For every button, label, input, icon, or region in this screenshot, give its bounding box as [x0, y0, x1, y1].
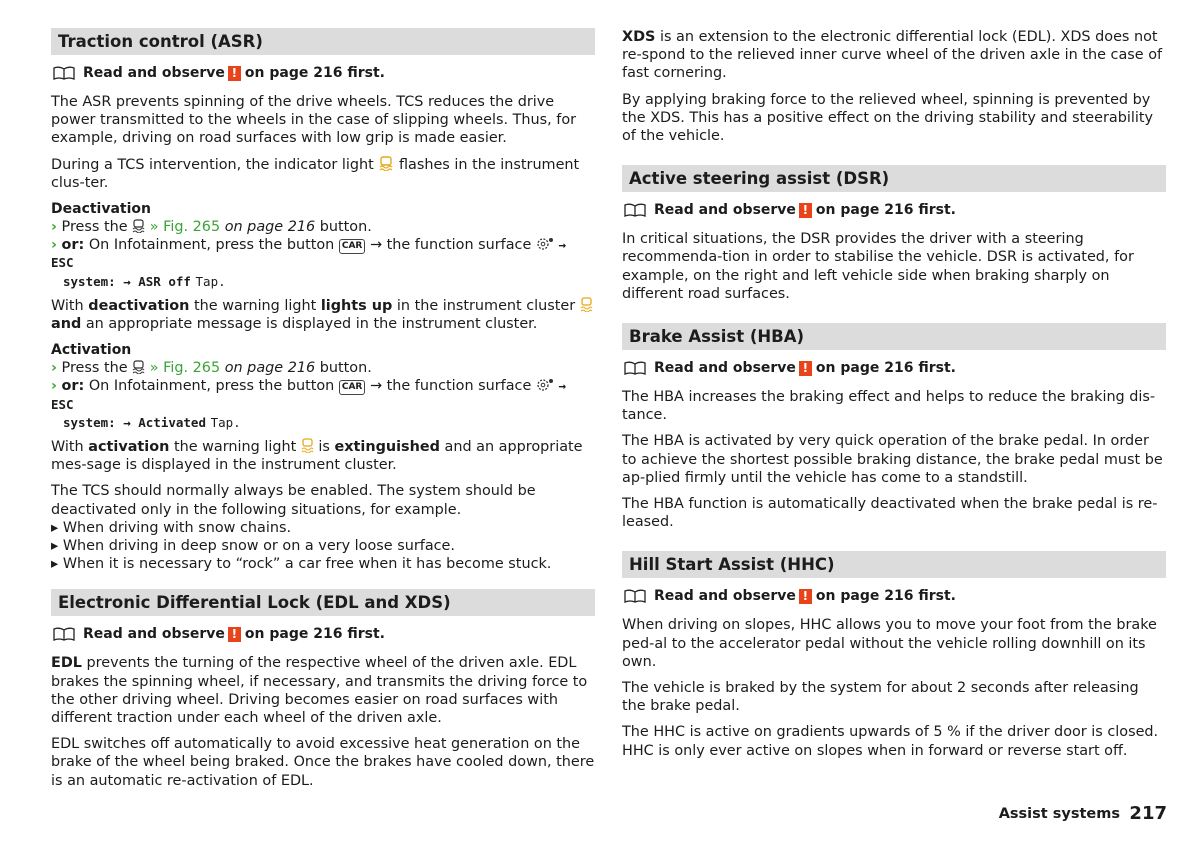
car-button-icon: CAR: [339, 380, 366, 395]
deactivation-step-1: › Press the » Fig. 265 on page 216 button.: [51, 219, 372, 236]
deactivation-step-2: › or: On Infotainment, press the button CAR → the function surface → ESC system: → ASR off Tap.: [51, 237, 567, 289]
tcs-off-indicator-icon: [301, 438, 314, 453]
footer-section-title: Assist systems: [998, 806, 1120, 822]
warning-icon: !: [228, 627, 241, 642]
list-item: ▸ When driving in deep snow or on a very loose surface.: [51, 538, 455, 555]
left-column: [51, 28, 595, 798]
edl-paragraph-2: EDL switches off automatically to avoid excessive heat generation on the brake of the wheel being braked. Once the brakes have cooled down, there is an automatic re-activation of EDL.: [51, 736, 595, 789]
read-observe-note: Read and observe ! on page 216 first.: [51, 61, 595, 85]
warning-icon: !: [799, 589, 812, 604]
gear-icon: [536, 237, 554, 251]
hhc-paragraph-2: The vehicle is braked by the system for about 2 seconds after releasing the brake pedal.: [622, 680, 1139, 715]
hba-paragraph-3: The HBA function is automatically deactivated when the brake pedal is re-leased.: [622, 496, 1158, 531]
dsr-paragraph-1: In critical situations, the DSR provides the driver with a steering recommenda-tion in order to stabilise the vehicle. DSR is activated, for example, on the right and left vehicle side when braking sharply on different road surfaces.: [622, 231, 1134, 302]
figure-link[interactable]: » Fig. 265: [149, 360, 221, 377]
section-heading-asr: Traction control (ASR): [51, 28, 595, 55]
book-icon: [624, 203, 646, 217]
tcs-off-indicator-icon: [580, 297, 593, 312]
figure-link[interactable]: » Fig. 265: [149, 219, 221, 236]
list-item: ▸ When driving with snow chains.: [51, 519, 292, 536]
warning-icon: !: [228, 66, 241, 81]
tcs-button-icon: [132, 219, 145, 233]
right-column: [622, 28, 1166, 768]
read-observe-note: Read and observe ! on page 216 first.: [622, 198, 1166, 222]
page-number: 217: [1129, 803, 1167, 824]
book-icon: [53, 66, 75, 80]
hhc-paragraph-1: When driving on slopes, HHC allows you to move your foot from the brake ped-al to the accelerator pedal without the vehicle rolling downhill on its own.: [622, 617, 1157, 670]
hhc-paragraph-3: The HHC is active on gradients upwards of 5 % if the driver door is closed. HHC is only ever active on slopes when in forward or reverse start off.: [622, 724, 1159, 759]
edl-paragraph-1: EDL prevents the turning of the respective wheel of the driven axle. EDL brakes the spinning wheel, if necessary, and transmits the driving force to the other driving wheel. Driving becomes easier on road surfaces with different traction under each wheel of the driven axle.: [51, 655, 588, 727]
section-heading-hhc: Hill Start Assist (HHC): [622, 551, 1166, 578]
warning-icon: !: [799, 361, 812, 376]
xds-paragraph-1: XDS is an extension to the electronic differential lock (EDL). XDS does not re-spond to the relieved inner curve wheel of the driven axle in the case of fast cornering.: [622, 29, 1163, 82]
book-icon: [624, 589, 646, 603]
deactivation-paragraph: With deactivation the warning light lights up in the instrument cluster and an appropriate message is displayed in the instrument cluster.: [51, 297, 595, 333]
asr-paragraph-2: During a TCS intervention, the indicator light flashes in the instrument clus-ter.: [51, 156, 580, 191]
step-arrow-icon: ›: [51, 219, 57, 236]
tcs-indicator-icon: [378, 156, 394, 171]
tcs-button-icon: [132, 360, 145, 374]
tcs-paragraph: The TCS should normally always be enabled. The system should be deactivated only in the following situations, for example.: [51, 483, 536, 518]
read-observe-note: Read and observe ! on page 216 first.: [622, 584, 1166, 608]
hba-paragraph-1: The HBA increases the braking effect and helps to reduce the braking dis-tance.: [622, 389, 1156, 424]
car-button-icon: CAR: [339, 239, 366, 254]
activation-paragraph: With activation the warning light is extinguished and an appropriate mes-sage is displayed in the instrument cluster.: [51, 439, 583, 474]
hba-paragraph-2: The HBA is activated by very quick operation of the brake pedal. In order to achieve the shortest possible braking distance, the brake pedal must be ap-plied firmly until the vehicle has come to a standstill.: [622, 433, 1163, 486]
activation-label: Activation: [51, 342, 132, 359]
section-heading-hba: Brake Assist (HBA): [622, 323, 1166, 350]
section-heading-dsr: Active steering assist (DSR): [622, 165, 1166, 192]
section-heading-edl: Electronic Differential Lock (EDL and XDS): [51, 589, 595, 616]
deactivation-label: Deactivation: [51, 201, 152, 218]
read-observe-note: Read and observe ! on page 216 first.: [622, 356, 1166, 380]
activation-step-2: › or: On Infotainment, press the button CAR → the function surface → ESC system: → Activated Tap.: [51, 378, 567, 430]
activation-step-1: › Press the » Fig. 265 on page 216 button.: [51, 360, 372, 377]
warning-icon: !: [799, 203, 812, 218]
step-arrow-icon: ›: [51, 378, 57, 395]
step-arrow-icon: ›: [51, 360, 57, 377]
book-icon: [53, 627, 75, 641]
asr-paragraph-1: The ASR prevents spinning of the drive wheels. TCS reduces the drive power transmitted to the wheels in the case of slipping wheels. Thus, for example, driving on road surfaces with low grip is made easier.: [51, 94, 577, 147]
list-item: ▸ When it is necessary to “rock” a car free when it has become stuck.: [51, 556, 552, 573]
xds-paragraph-2: By applying braking force to the relieved wheel, spinning is prevented by the XDS. This has a positive effect on the driving stability and steerability of the vehicle.: [622, 91, 1153, 145]
read-observe-note: Read and observe ! on page 216 first.: [51, 622, 595, 646]
book-icon: [624, 361, 646, 375]
step-arrow-icon: ›: [51, 237, 57, 254]
gear-icon: [536, 378, 554, 392]
